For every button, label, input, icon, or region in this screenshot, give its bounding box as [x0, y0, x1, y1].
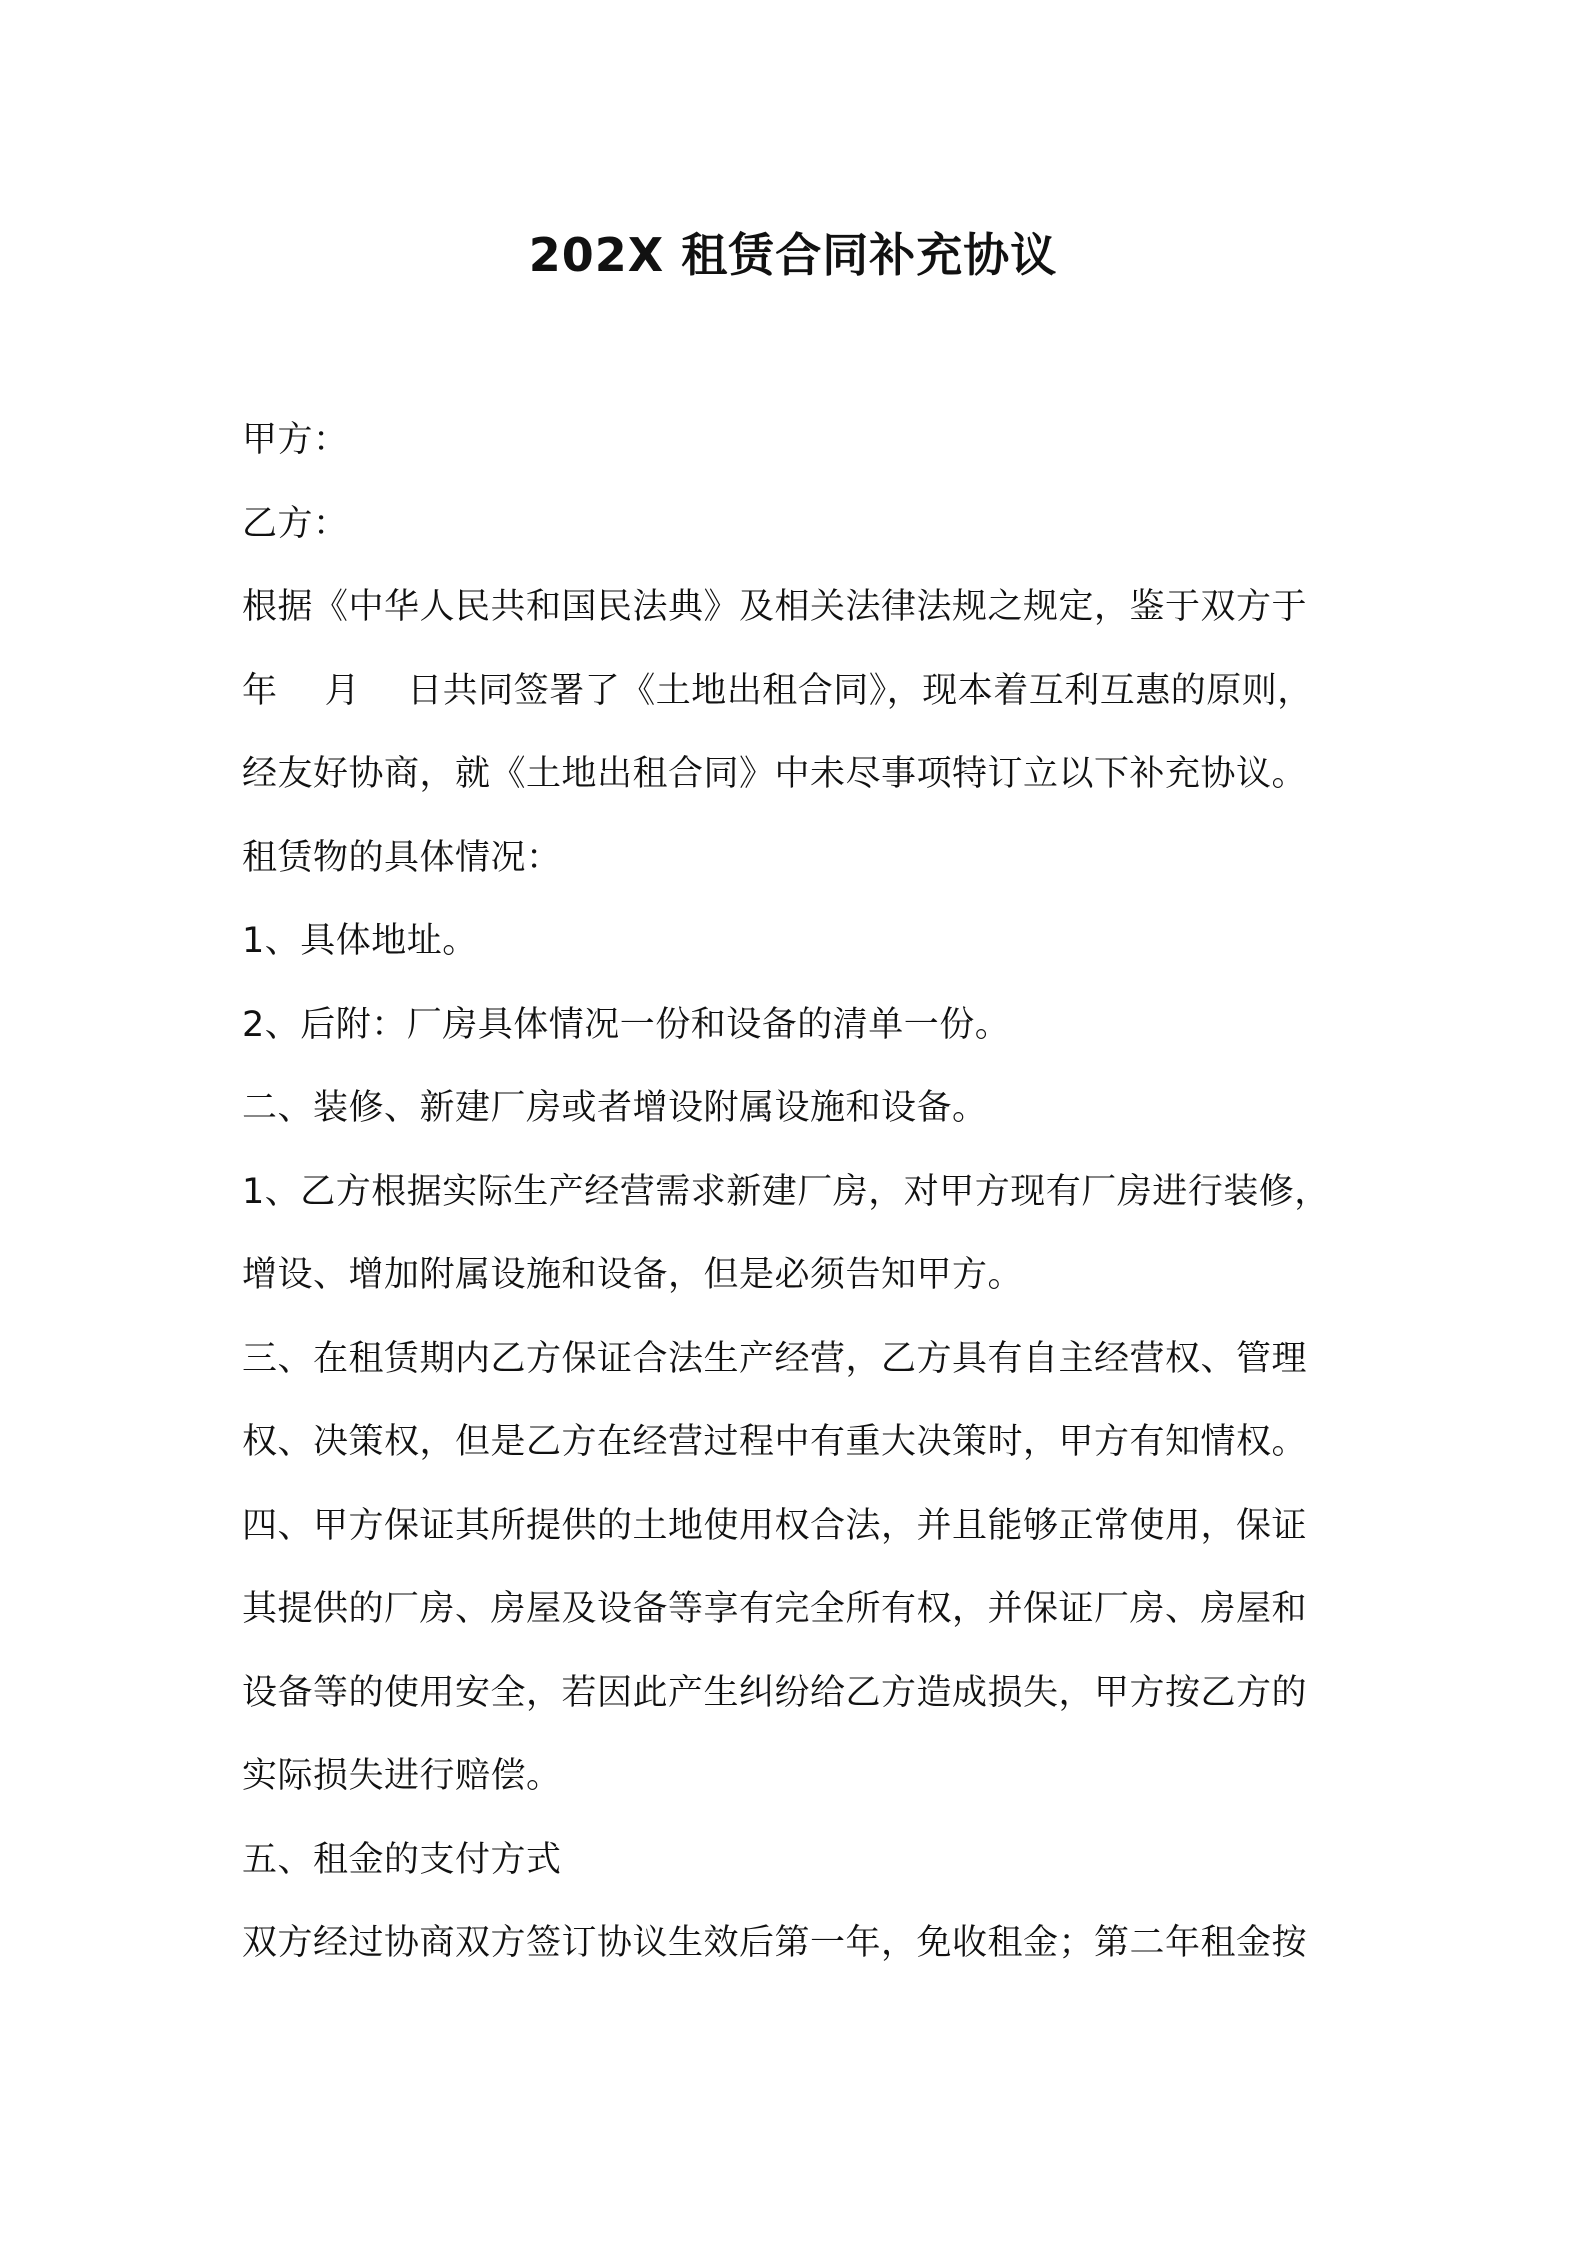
section-heading: 四、甲方保证其所提供的土地使用权合法，并且能够正常使用，保证	[242, 1505, 1308, 1546]
preamble-line: 经友好协商，就《土地出租合同》中未尽事项特订立以下补充协议。	[242, 754, 1308, 794]
party-b-line: 乙方：	[242, 503, 349, 544]
document-body	[242, 399, 1362, 1986]
clause-line: 设备等的使用安全，若因此产生纠纷给乙方造成损失，甲方按乙方的	[242, 1672, 1308, 1713]
clause-line: 双方经过协商双方签订协议生效后第一年，免收租金；第二年租金按	[242, 1923, 1308, 1963]
preamble-line: 年 月 日共同签署了《土地出租合同》，现本着互利互惠的原则，	[242, 670, 1313, 711]
party-a-line: 甲方：	[242, 420, 349, 460]
section-heading: 三、在租赁期内乙方保证合法生产经营，乙方具有自主经营权、管理	[242, 1338, 1308, 1379]
section-heading: 五、租金的支付方式	[242, 1839, 562, 1880]
preamble-line: 根据《中华人民共和国民法典》及相关法律法规之规定，鉴于双方于	[242, 587, 1308, 627]
clause-line: 2、后附：厂房具体情况一份和设备的清单一份。	[242, 1004, 1011, 1045]
clause-line: 权、决策权，但是乙方在经营过程中有重大决策时，甲方有知情权。	[242, 1422, 1308, 1462]
clause-line: 1、乙方根据实际生产经营需求新建厂房，对甲方现有厂房进行装修，	[242, 1171, 1330, 1212]
section-heading: 租赁物的具体情况：	[242, 837, 562, 878]
section-heading: 二、装修、新建厂房或者增设附属设施和设备。	[242, 1088, 988, 1128]
clause-line: 实际损失进行赔偿。	[242, 1756, 562, 1796]
clause-line: 增设、增加附属设施和设备，但是必须告知甲方。	[242, 1255, 1024, 1295]
clause-line: 1、具体地址。	[242, 921, 478, 961]
document-title: 202X 租赁合同补充协议	[528, 228, 1058, 282]
clause-line: 其提供的厂房、房屋及设备等享有完全所有权，并保证厂房、房屋和	[242, 1589, 1308, 1629]
